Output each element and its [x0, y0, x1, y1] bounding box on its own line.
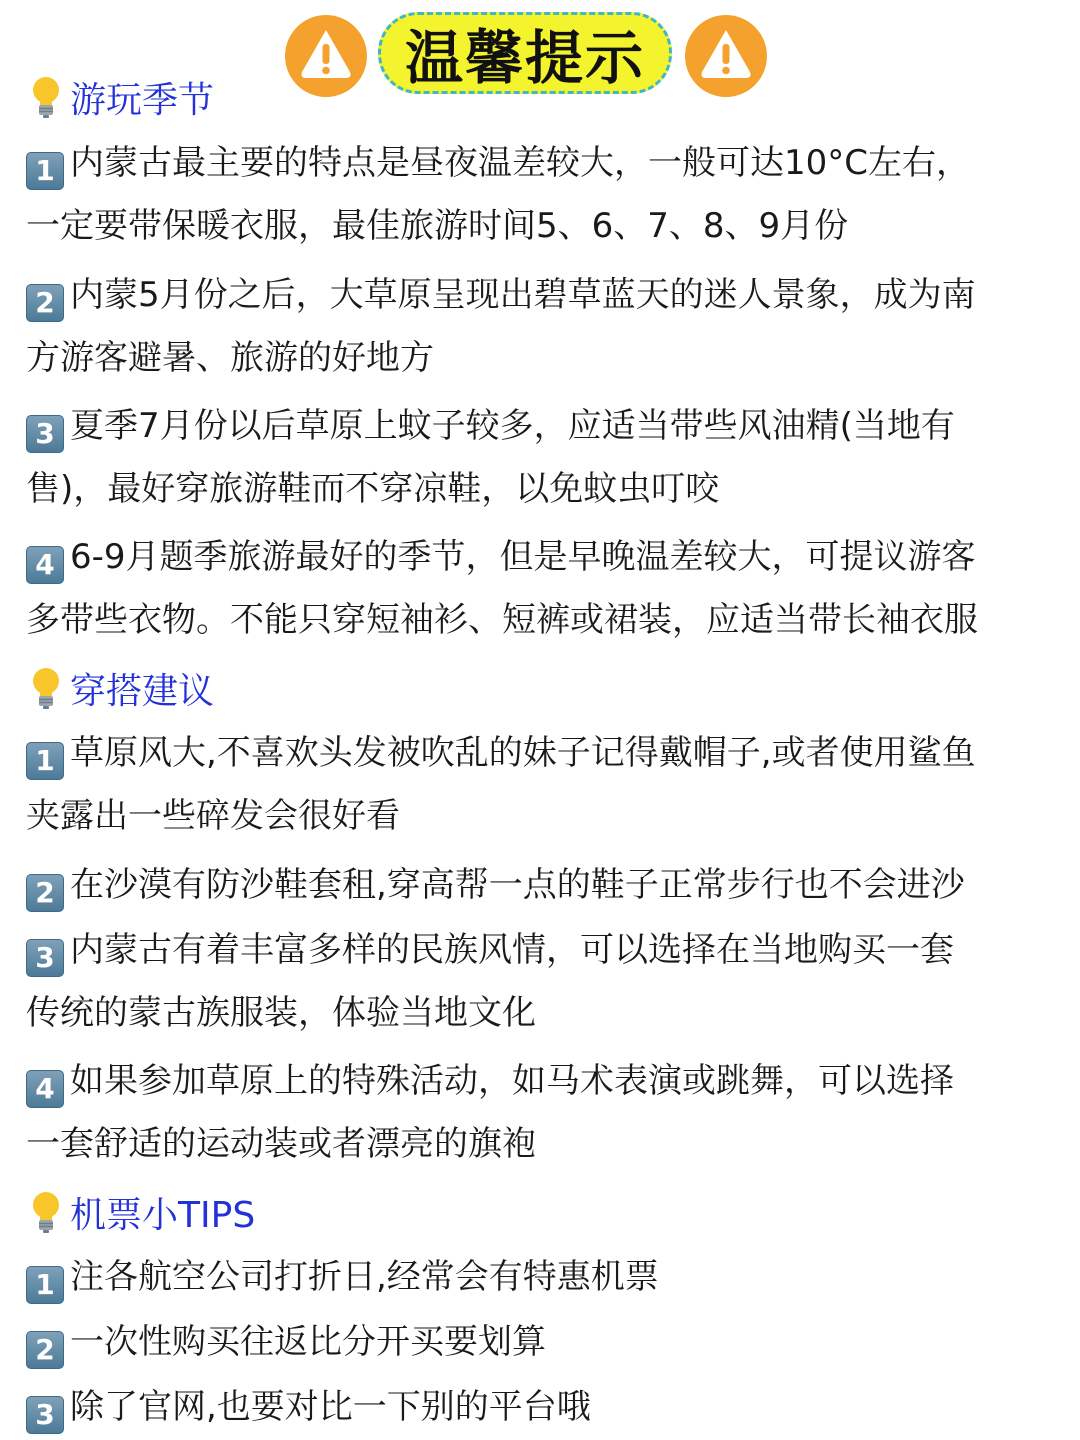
lightbulb-icon	[28, 74, 64, 120]
item-text: 内蒙古有着丰富多样的民族风情，可以选择在当地购买一套	[70, 930, 954, 970]
section-label: 穿搭建议	[70, 670, 215, 712]
section-heading	[28, 663, 214, 713]
item-text: 除了官网,也要对比一下别的平台哦	[70, 1387, 591, 1427]
lightbulb-icon	[28, 1189, 64, 1235]
warning-icon	[284, 14, 368, 98]
section-heading	[28, 72, 214, 122]
section-label: 游玩季节	[70, 79, 215, 121]
keycap-number-icon: 1	[26, 1266, 64, 1304]
keycap-number-icon: 1	[26, 152, 64, 190]
keycap-number-icon: 4	[26, 546, 64, 584]
item-text: 内蒙古最主要的特点是昼夜温差较大，一般可达10°C左右，	[70, 143, 971, 183]
list-item	[26, 1246, 1074, 1309]
keycap-number-icon: 4	[26, 1070, 64, 1108]
item-text: 一次性购买往返比分开买要划算	[70, 1322, 546, 1362]
page-title: 温馨提示	[404, 24, 645, 92]
list-item	[26, 1311, 1074, 1374]
item-text: 方游客避暑、旅游的好地方	[26, 338, 434, 378]
list-item	[26, 264, 1074, 390]
list-item	[26, 1376, 1074, 1439]
keycap-number-icon: 2	[26, 874, 64, 912]
list-item	[26, 854, 1074, 917]
keycap-number-icon: 3	[26, 939, 64, 977]
item-text: 一套舒适的运动装或者漂亮的旗袍	[26, 1124, 536, 1164]
keycap-number-icon: 3	[26, 415, 64, 453]
section-heading	[28, 1187, 255, 1237]
item-text: 夏季7月份以后草原上蚊子较多，应适当带些风油精(当地有	[70, 406, 955, 446]
item-text: 在沙漠有防沙鞋套租,穿高帮一点的鞋子正常步行也不会进沙	[70, 865, 965, 905]
list-item	[26, 395, 1074, 521]
item-text: 如果参加草原上的特殊活动，如马术表演或跳舞，可以选择	[70, 1061, 954, 1101]
list-item	[26, 919, 1074, 1045]
item-text: 一定要带保暖衣服，最佳旅游时间5、6、7、8、9月份	[26, 206, 849, 246]
item-text: 内蒙5月份之后，大草原呈现出碧草蓝天的迷人景象，成为南	[70, 275, 976, 315]
item-text: 夹露出一些碎发会很好看	[26, 796, 400, 836]
title-box	[378, 12, 672, 94]
warning-icon	[684, 14, 768, 98]
keycap-number-icon: 2	[26, 284, 64, 322]
item-text: 售)，最好穿旅游鞋而不穿凉鞋，以免蚊虫叮咬	[26, 469, 720, 509]
lightbulb-icon	[28, 665, 64, 711]
keycap-number-icon: 2	[26, 1331, 64, 1369]
item-text: 传统的蒙古族服装，体验当地文化	[26, 993, 536, 1033]
list-item	[26, 526, 1074, 652]
list-item	[26, 132, 1074, 258]
list-item	[26, 722, 1074, 848]
list-item	[26, 1050, 1074, 1176]
item-text: 草原风大,不喜欢头发被吹乱的妹子记得戴帽子,或者使用鲨鱼	[70, 733, 976, 773]
keycap-number-icon: 3	[26, 1396, 64, 1434]
item-text: 多带些衣物。不能只穿短袖衫、短裤或裙装，应适当带长袖衣服	[26, 600, 978, 640]
section-label: 机票小TIPS	[70, 1194, 256, 1236]
keycap-number-icon: 1	[26, 742, 64, 780]
item-text: 注各航空公司打折日,经常会有特惠机票	[70, 1257, 659, 1297]
item-text: 6-9月题季旅游最好的季节，但是早晚温差较大，可提议游客	[70, 537, 976, 577]
